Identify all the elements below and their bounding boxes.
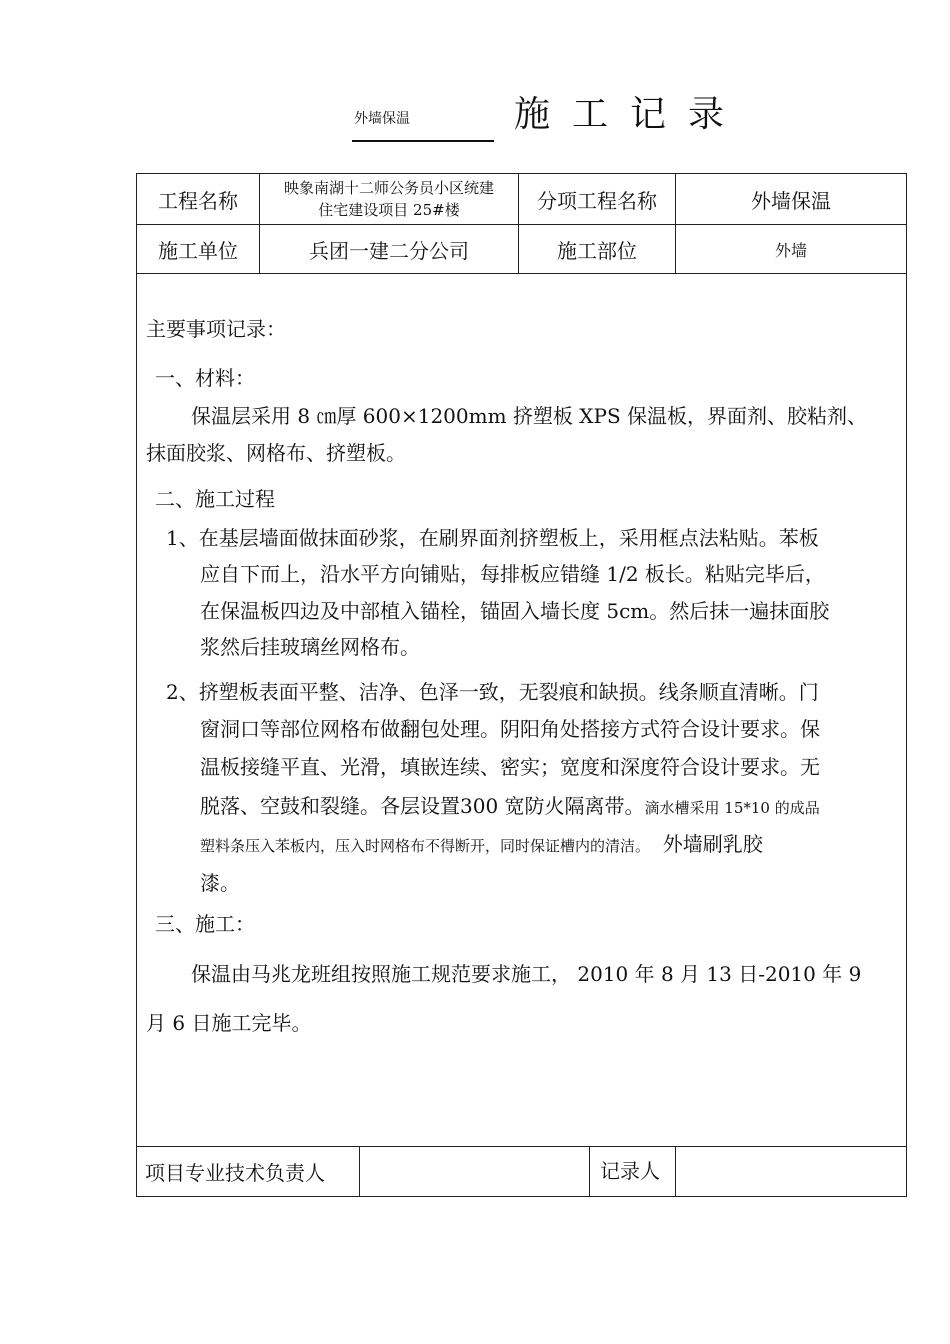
tech-lead-label: 项目专业技术负责人: [137, 1147, 360, 1197]
process-item2-line4: [200, 790, 820, 819]
construction-part-value: 外墙: [676, 225, 907, 274]
materials-text-line2: 抹面胶浆、网格布、挤塑板。: [146, 441, 406, 465]
sub-project-label: 分项工程名称: [519, 174, 676, 225]
construction-unit-label: 施工单位: [137, 225, 260, 274]
recorder-label: 记录人: [590, 1147, 676, 1197]
construction-part-label: 施工部位: [519, 225, 676, 274]
process-item2-line1: 2、挤塑板表面平整、洁净、色泽一致，无裂痕和缺损。线条顺直清晰。门: [166, 680, 819, 704]
section-construction-title: 三、施工：: [155, 912, 255, 936]
document-subtitle: 外墙保温: [354, 111, 410, 127]
process-item1-line4: 浆然后挂玻璃丝网格布。: [200, 635, 420, 659]
project-name-line2: 住宅建设项目 25#楼: [318, 201, 460, 219]
section-process-title: 二、施工过程: [155, 487, 275, 511]
subtitle-underline: [352, 140, 494, 142]
document-title: 施工记录: [514, 94, 747, 135]
process-item2-line2: 窗洞口等部位网格布做翻包处理。阴阳角处搭接方式符合设计要求。保: [200, 717, 820, 741]
construction-record-table: [136, 173, 907, 1197]
process-item1-line1: 1、在基层墙面做抹面砂浆，在刷界面剂挤塑板上，采用框点法粘贴。苯板: [166, 526, 819, 550]
record-heading: 主要事项记录：: [146, 317, 286, 341]
materials-text-line1: 保温层采用 8 ㎝厚 600×1200mm 挤塑板 XPS 保温板，界面剂、胶粘剂、: [191, 404, 868, 428]
process-item2-line4-small: 滴水槽采用 15*10 的成品: [644, 799, 820, 817]
recorder-signature-field[interactable]: [676, 1147, 907, 1197]
sub-project-value: 外墙保温: [676, 174, 907, 225]
main-record-cell: [137, 274, 907, 1147]
construction-text-line2: 月 6 日施工完毕。: [146, 1011, 312, 1035]
tech-lead-signature-field[interactable]: [360, 1147, 590, 1197]
construction-text-line1: 保温由马兆龙班组按照施工规范要求施工， 2010 年 8 月 13 日-2010 年 9: [191, 962, 862, 986]
construction-unit-value: 兵团一建二分公司: [260, 225, 519, 274]
process-item1-line2: 应自下而上，沿水平方向铺贴，每排板应错缝 1/2 板长。粘贴完毕后，: [200, 562, 825, 586]
project-name-line1: 映象南湖十二师公务员小区统建: [284, 179, 495, 197]
project-name-value: [260, 174, 519, 225]
section-materials-title: 一、材料：: [155, 366, 255, 390]
process-item2-line5-main: 外墙刷乳胶: [662, 832, 763, 856]
process-item1-line3: 在保温板四边及中部植入锚栓，锚固入墙长度 5cm。然后抹一遍抹面胶: [200, 599, 830, 623]
process-item2-line5-small: 塑料条压入苯板内，压入时网格布不得断开，同时保证槽内的清洁。: [200, 837, 651, 855]
process-item2-line5: [200, 828, 763, 857]
process-item2-line3: 温板接缝平直、光滑，填嵌连续、密实；宽度和深度符合设计要求。无: [200, 755, 820, 779]
process-item2-line4-main: 脱落、空鼓和裂缝。各层设置300 宽防火隔离带。: [200, 794, 645, 818]
project-name-label: 工程名称: [137, 174, 260, 225]
process-item2-line6: 漆。: [200, 871, 240, 895]
